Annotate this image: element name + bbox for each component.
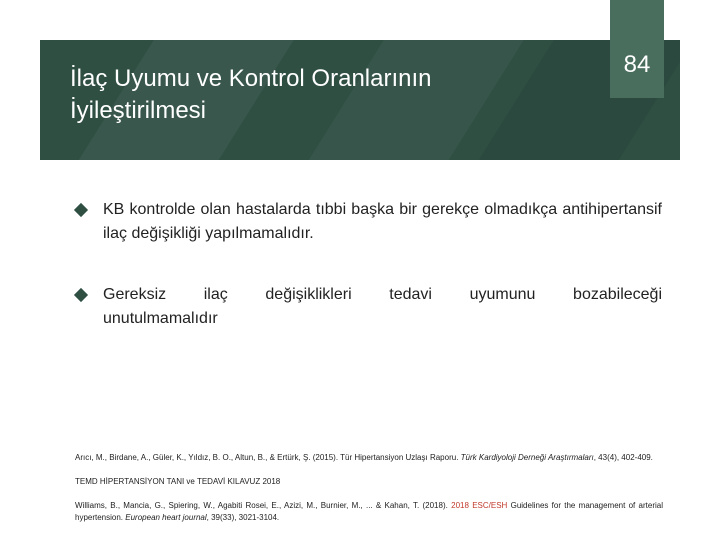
reference-1 bbox=[75, 452, 663, 464]
bullet-text: KB kontrolde olan hastalarda tıbbi başka bir gerekçe olmadıkça antihipertansif ilaç değişikliği yapılmamalıdır. bbox=[103, 201, 662, 242]
reference-1-volume: , 43(4), 402-409. bbox=[593, 453, 653, 462]
reference-3-journal: European heart journal bbox=[125, 513, 207, 522]
diamond-bullet-icon bbox=[74, 288, 88, 302]
bullet-text-line1: Gereksiz ilaç değişiklikleri tedavi uyumunu bozabileceği bbox=[103, 286, 662, 303]
reference-2: TEMD HİPERTANSİYON TANI ve TEDAVİ KILAVUZ 2018 bbox=[75, 477, 281, 486]
reference-3-highlight: 2018 ESC/ESH bbox=[451, 501, 508, 510]
reference-1-authors: Arıcı, M., Birdane, A., Güler, K., Yıldız, B. O., Altun, B., & Ertürk, Ş. (2015). Tür Hipertansiyon Uzlaşı Raporu. bbox=[75, 453, 459, 462]
bullet-item bbox=[76, 283, 662, 331]
bullet-list bbox=[76, 198, 662, 368]
slide-title: İlaç Uyumu ve Kontrol Oranlarının İyileştirilmesi bbox=[70, 65, 432, 124]
reference-1-journal: Türk Kardiyoloji Derneği Araştırmaları bbox=[460, 453, 594, 462]
reference-3-authors: Williams, B., Mancia, G., Spiering, W., Agabiti Rosei, E., Azizi, M., Burnier, M., ... & Kahan, T. (2018). bbox=[75, 501, 448, 510]
reference-3-volume: , 39(33), 3021-3104. bbox=[206, 513, 280, 522]
reference-3-title: Guidelines for the management of arterial hypertension. bbox=[75, 501, 664, 522]
diamond-bullet-icon bbox=[74, 203, 88, 217]
bullet-text-line2: unutulmamalıdır bbox=[103, 310, 218, 327]
reference-3 bbox=[75, 500, 663, 524]
bullet-item bbox=[76, 198, 662, 246]
page-number: 84 bbox=[623, 51, 651, 78]
page-number-box bbox=[610, 0, 664, 98]
references bbox=[75, 452, 663, 536]
